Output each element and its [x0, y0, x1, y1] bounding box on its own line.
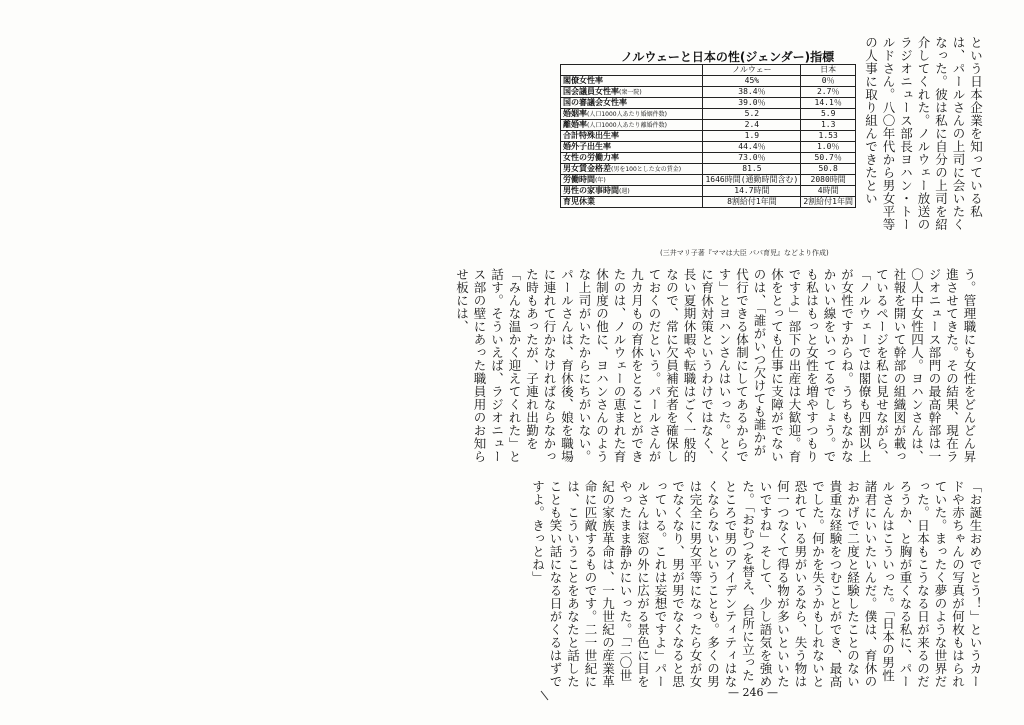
- table-title: ノルウェーと日本の性(ジェンダー)指標: [620, 50, 835, 64]
- norway-value: 8割給付1年間: [703, 196, 801, 207]
- row-label: 婚外子出生率: [563, 141, 611, 151]
- table-row: [561, 108, 856, 119]
- table-row: [561, 163, 856, 174]
- table-source-note: (三井マリ子著『ママは大臣 パパ育児』などより作成): [660, 249, 829, 257]
- row-label: 男性の家事時間: [563, 185, 619, 195]
- norway-value: 44.4％: [703, 141, 801, 152]
- header-norway: ノルウェー: [703, 65, 801, 76]
- text-column-middle: う。管理職にも女性をどんどん昇進させてきた。その結果、現在ラジオニュース部門の最高幹部は一〇人中女性四人。ヨハンさんは、社報を開いて幹部の組織図が載っているページを私に見せながら、「ノルウェーでは閣僚も四割以上が女性ですからね。うちもなかなかいい線をいってるでしょう。でも私はもっと女性を増やすつもりですよ」部下の出産は大歓迎。育休をとっても仕事に支障がでないのは、「誰がいつ欠けても誰かが代行できる体制にしてあるからです」とヨハンさんはいった。とくに育休対策というわけではなく、長い夏期休暇や転職はごく一般的なので、常に欠員補充者を確保しておくのだという。パールさんが九カ月もの育休をとることができたのは、ノルウェーの恵まれた育休制度の他に、ヨハンさんのような上司がいたからにちがいない。パールさんは、育休後、娘を職場に連れて行かなければならなかった時もあったが、子連れ出勤を「みんな温かく迎えてくれた」と話す。そういえば、ラジオニュース部の壁にあった職員用のお知らせ板には、: [454, 268, 977, 463]
- table-row: [561, 185, 856, 196]
- japan-value: 2080時間: [801, 174, 856, 185]
- gender-indicator-table: [560, 64, 856, 208]
- row-label: 国の審議会女性率: [563, 97, 627, 107]
- scan-mark-icon: [540, 690, 550, 702]
- table-row: [561, 141, 856, 152]
- norway-value: 73.0％: [703, 152, 801, 163]
- row-label: 離婚率: [563, 119, 587, 129]
- table-row: [561, 75, 856, 86]
- japan-value: 1.0％: [801, 141, 856, 152]
- row-sublabel: (人口1000人あたり離婚件数): [587, 121, 667, 129]
- table-row: [561, 130, 856, 141]
- norway-value: 39.0％: [703, 97, 801, 108]
- japan-value: 2割給付1年間: [801, 196, 856, 207]
- japan-value: 0％: [801, 75, 856, 86]
- row-sublabel: (年): [595, 176, 606, 184]
- japan-value: 50.8: [801, 163, 856, 174]
- row-sublabel: (男を100とした女の賃金): [611, 165, 682, 173]
- norway-value: 14.7時間: [703, 185, 801, 196]
- table-header-row: [561, 65, 856, 76]
- japan-value: 2.7％: [801, 86, 856, 97]
- norway-value: 1.9: [703, 130, 801, 141]
- table-row: [561, 119, 856, 130]
- row-label: 婚姻率: [563, 108, 587, 118]
- japan-value: 50.7％: [801, 152, 856, 163]
- row-sublabel: (衆一院): [619, 88, 642, 96]
- japan-value: 4時間: [801, 185, 856, 196]
- row-label: 女性の労働力率: [563, 152, 619, 162]
- japan-value: 1.53: [801, 130, 856, 141]
- row-label: 労働時間: [563, 174, 595, 184]
- table-row: [561, 152, 856, 163]
- table-row: [561, 196, 856, 207]
- page-number: — 246 —: [728, 686, 778, 699]
- japan-value: 14.1％: [801, 97, 856, 108]
- row-label: 育児休業: [563, 196, 595, 206]
- text-column-top: という日本企業を知っている私は、パールさんの上司に会いたくなった。彼は私に自分の上司を紹介してくれた。ノルウェー放送のラジオニュース部長ヨハン・トールドさん。八〇年代から男女平等の人事に取り組んできたとい: [863, 36, 984, 231]
- norway-value: 2.4: [703, 119, 801, 130]
- row-label: 合計特殊出生率: [563, 130, 619, 140]
- row-label: 国会議員女性率: [563, 86, 619, 96]
- row-label: 閣僚女性率: [563, 75, 603, 85]
- text-column-bottom: 「お誕生おめでとう！」というカードや赤ちゃんの写真が何枚もはられていた。まったく夢のような世界だった。日本もこうなる日が来るのだろうか、と胸が重くなる私に、パールさんはこういった。「日本の男性諸君にいいたいんだ。僕は、育休のおかげで二度と経験したことのない貴重な経験をつむことができ、最高でした。何かを失うかもしれないと恐れている男がいるなら、失う物は何一つなくて得る物が多いといいたいですね」そして、少し語気を強めた。「おむつを替え、台所に立ったところで男のアイデンティティはなくならないということも。多くの男は完全に男女平等になったら女が女でなくなり、男が男でなくなると思っている。これは妄想ですよ」パールさんは窓の外に広がる景色に目をやったまま静かにいった。「二〇世紀の家族革命は、一九世紀の産業革命に匹敵するものです。二一世紀には、こういうことをあなたと話したことも笑い話になる日がくるはずですよ。きっとね」: [530, 480, 983, 688]
- japan-value: 5.9: [801, 108, 856, 119]
- norway-value: 81.5: [703, 163, 801, 174]
- table-row: [561, 86, 856, 97]
- header-label: [561, 65, 703, 76]
- norway-value: 1646時間(通勤時間含む): [703, 174, 801, 185]
- norway-value: 38.4％: [703, 86, 801, 97]
- header-japan: 日本: [801, 65, 856, 76]
- row-sublabel: (人口1000人あたり婚姻件数): [587, 110, 667, 118]
- japan-value: 1.3: [801, 119, 856, 130]
- row-label: 男女賃金格差: [563, 163, 611, 173]
- row-sublabel: (週): [619, 187, 630, 195]
- table-row: [561, 97, 856, 108]
- norway-value: 45%: [703, 75, 801, 86]
- norway-value: 5.2: [703, 108, 801, 119]
- table-row: [561, 174, 856, 185]
